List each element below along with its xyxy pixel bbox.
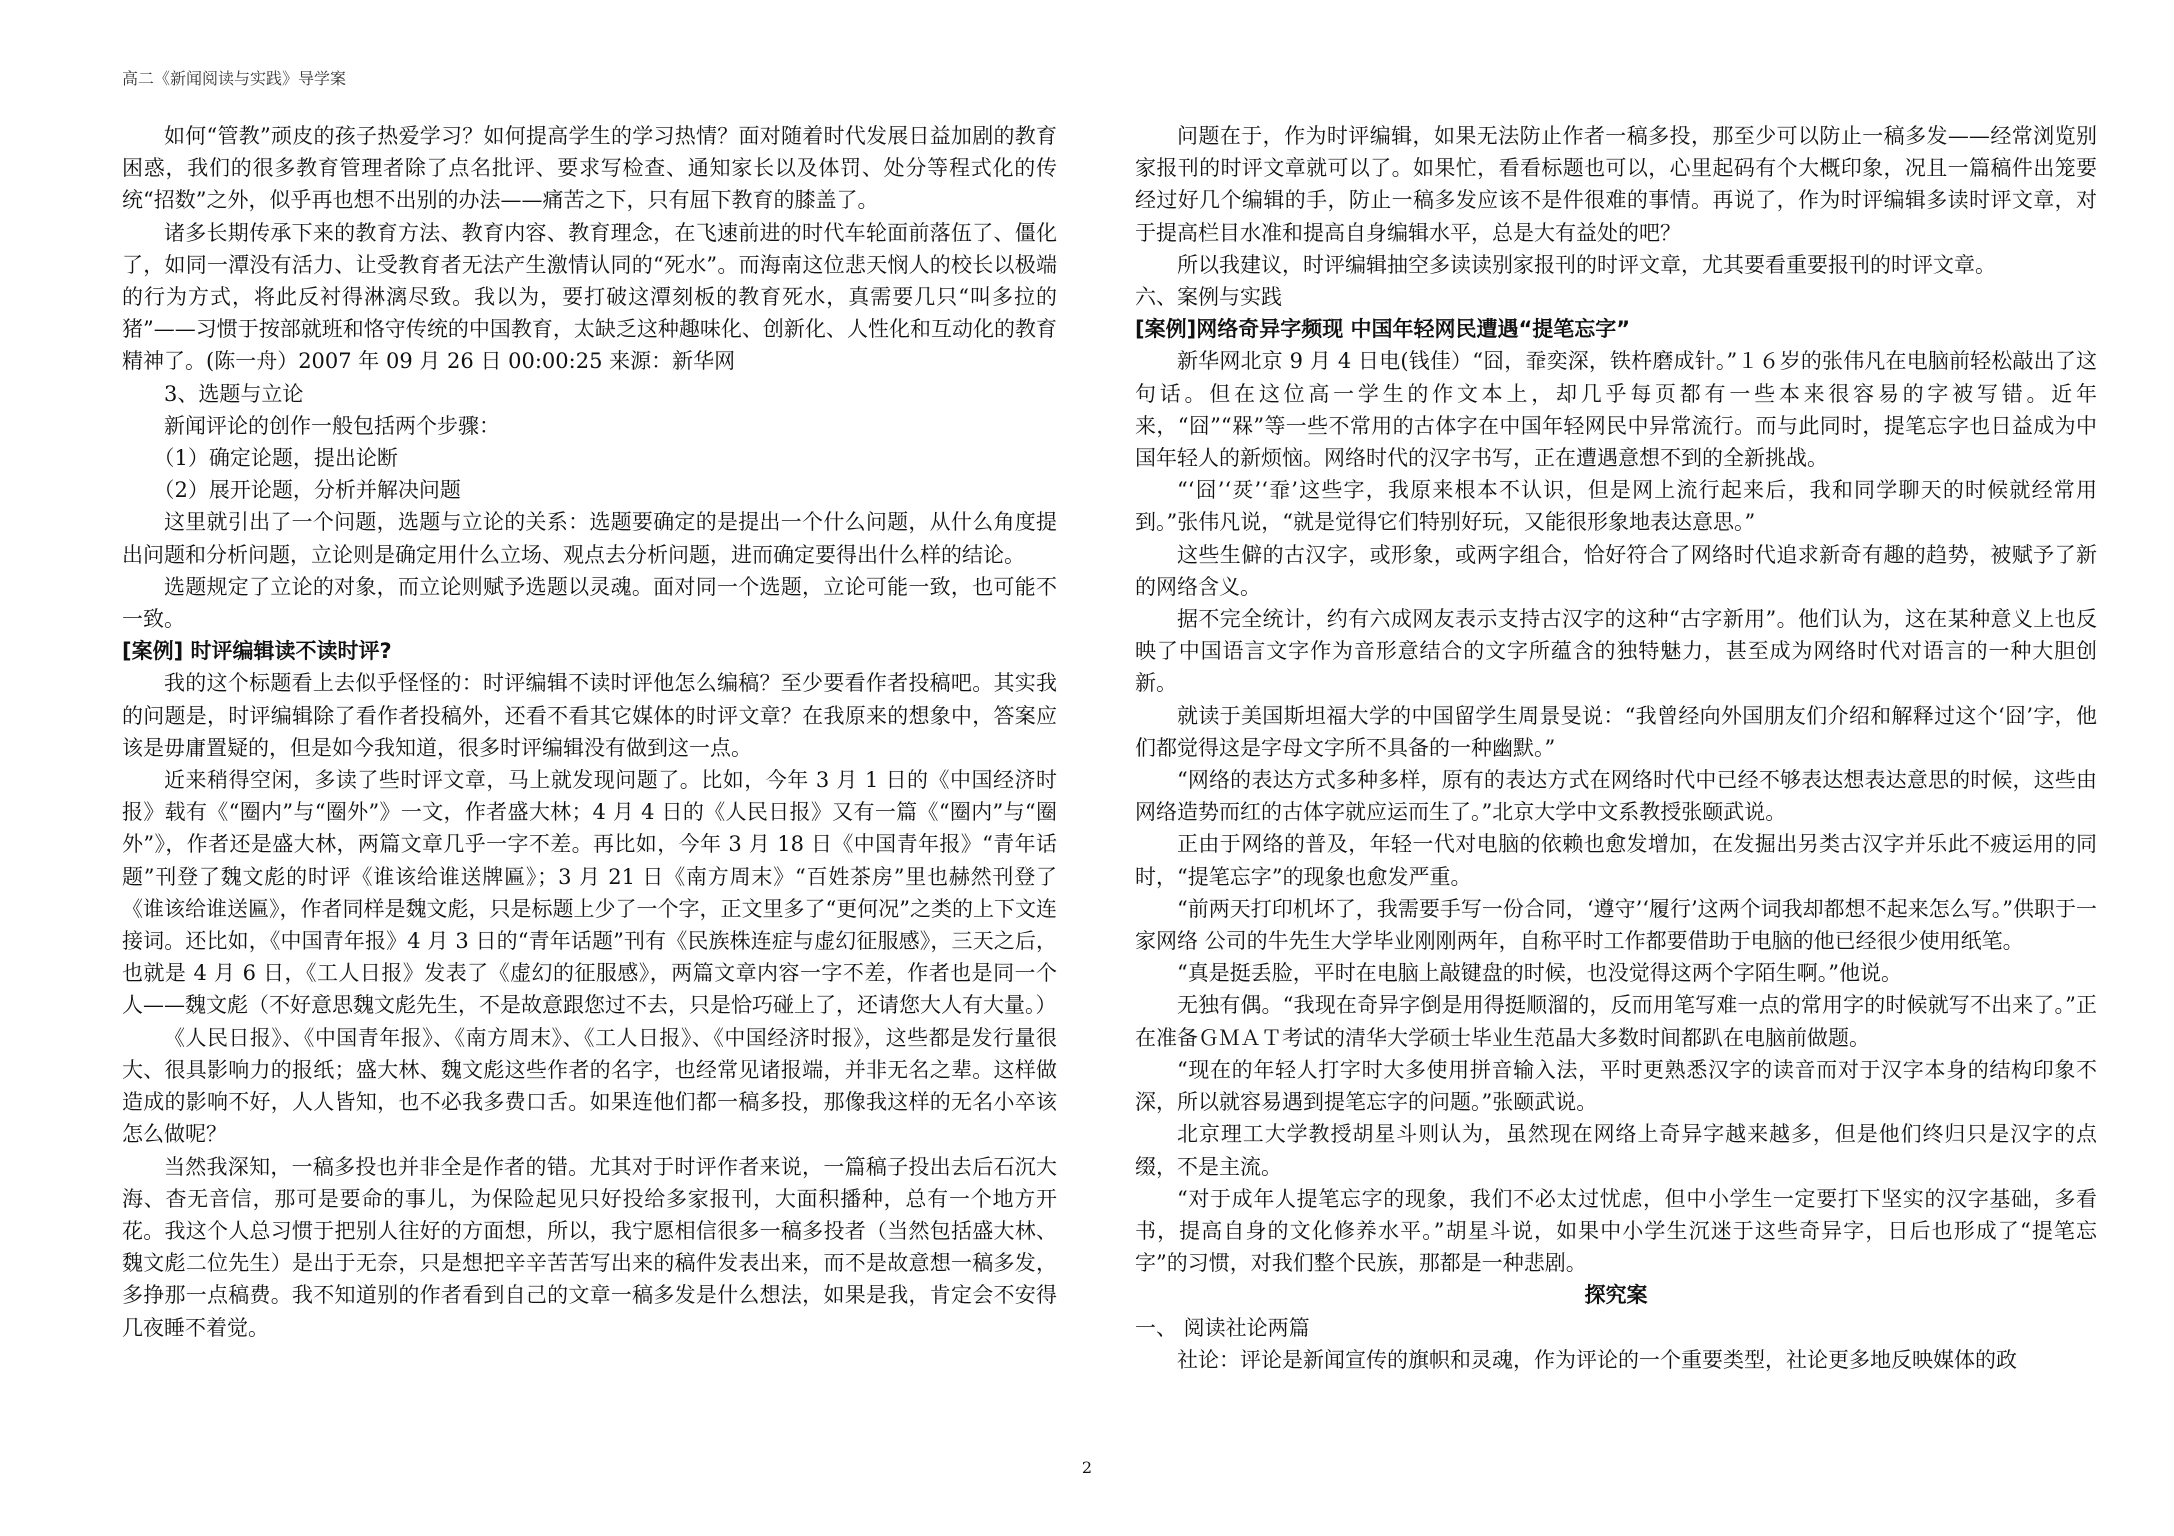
section-heading: 3、选题与立论 (164, 381, 304, 406)
left-column (122, 120, 1057, 1344)
paragraph: 无独有偶。“我现在奇异字倒是用得挺顺溜的，反而用笔写难一点的常用字的时候就写不出来了。”正在准备ＧＭＡＴ考试的清华大学硕士毕业生范晶大多数时间都趴在电脑前做题。 (1135, 993, 2097, 1050)
step-item: （1）确定论题，提出论断 (153, 446, 398, 471)
paragraph: “现在的年轻人打字时大多使用拼音输入法，平时更熟悉汉字的读音而对于汉字本身的结构印象不深，所以就容易遇到提笔忘字的问题。”张颐武说。 (1135, 1057, 2097, 1115)
paragraph: “网络的表达方式多种多样，原有的表达方式在网络时代中已经不够表达想表达意思的时候，这些由网络造势而红的古体字就应运而生了。”北京大学中文系教授张颐武说。 (1135, 768, 2097, 825)
paragraph: 据不完全统计，约有六成网友表示支持古汉字的这种“古字新用”。他们认为，这在某种意义上也反映了中国语言文字作为音形意结合的文字所蕴含的独特魅力，甚至成为网络时代对语言的一种大胆创新。 (1135, 607, 2097, 696)
step-item: （2）展开论题，分析并解决问题 (153, 478, 461, 503)
paragraph: 新华网北京 9 月 4 日电(钱佳）“囧，䨿奕深，铁杵磨成针。”１６岁的张伟凡在电脑前轻松敲出了这句话。但在这位高一学生的作文本上，却几乎每页都有一些本来很容易的字被写错。近年来，“囧”“槑”等一些不常用的古体字在中国年轻网民中异常流行。而与此同时，提笔忘字也日益成为中国年轻人的新烦恼。网络时代的汉字书写，正在遭遇意想不到的全新挑战。 (1135, 349, 2097, 471)
paragraph: “真是挺丢脸，平时在电脑上敲键盘的时候，也没觉得这两个字陌生啊。”他说。 (1177, 961, 1902, 986)
paragraph: 正由于网络的普及，年轻一代对电脑的依赖也愈发增加，在发掘出另类古汉字并乐此不疲运用的同时，“提笔忘字”的现象也愈发严重。 (1135, 832, 2097, 889)
paragraph: 选题规定了立论的对象，而立论则赋予选题以灵魂。面对同一个选题，立论可能一致，也可能不一致。 (122, 574, 1057, 632)
section-title: 探究案 (1584, 1283, 1648, 1308)
paragraph: 这里就引出了一个问题，选题与立论的关系：选题要确定的是提出一个什么问题，从什么角度提出问题和分析问题，立论则是确定用什么立场、观点去分析问题，进而确定要得出什么样的结论。 (122, 510, 1057, 567)
paragraph: 诸多长期传承下来的教育方法、教育内容、教育理念，在飞速前进的时代车轮面前落伍了、僵化了，如同一潭没有活力、让受教育者无法产生激情认同的“死水”。而海南这位悲天悯人的校长以极端的行为方式，将此反衬得淋漓尽致。我以为，要打破这潭刻板的教育死水，真需要几只“叫多拉的猪”——习惯于按部就班和恪守传统的中国教育，太缺乏这种趣味化、创新化、人性化和互动化的教育精神了。(陈一舟）2007 年 09 月 26 日 00:00:25 来源：新华网 (122, 220, 1057, 374)
paragraph: “对于成年人提笔忘字的现象，我们不必太过忧虑，但中小学生一定要打下坚实的汉字基础，多看书，提高自身的文化修养水平。”胡星斗说，如果中小学生沉迷于这些奇异字，日后也形成了“提笔忘字”的习惯，对我们整个民族，那都是一种悲剧。 (1135, 1186, 2097, 1276)
paragraph: 所以我建议，时评编辑抽空多读读别家报刊的时评文章，尤其要看重要报刊的时评文章。 (1177, 252, 1996, 277)
paragraph: 北京理工大学教授胡星斗则认为，虽然现在网络上奇异字越来越多，但是他们终归只是汉字的点缀，不是主流。 (1135, 1122, 2097, 1179)
paragraph: 《人民日报》、《中国青年报》、《南方周末》、《工人日报》、《中国经济时报》，这些都是发行量很大、很具影响力的报纸；盛大林、魏文彪这些作者的名字，也经常见诸报端，并非无名之辈。这样做造成的影响不好，人人皆知，也不必我多费口舌。如果连他们都一稿多投，那像我这样的无名小卒该怎么做呢？ (122, 1025, 1057, 1147)
section-heading: 六、案例与实践 (1135, 285, 1282, 310)
page-number: 2 (1081, 1458, 1093, 1477)
paragraph: “前两天打印机坏了，我需要手写一份合同，‘遵守’‘履行’这两个词我却都想不起来怎么写。”供职于一家网络 公司的牛先生大学毕业刚刚两年，自称平时工作都要借助于电脑的他已经很少使用纸笔。 (1135, 896, 2097, 954)
paragraph: 社论：评论是新闻宣传的旗帜和灵魂，作为评论的一个重要类型，社论更多地反映媒体的政 (1177, 1347, 2017, 1372)
sub-heading: 一、 阅读社论两篇 (1135, 1315, 1310, 1340)
paragraph: 就读于美国斯坦福大学的中国留学生周景旻说：“我曾经向外国朋友们介绍和解释过这个‘囧’字，他们都觉得这是字母文字所不具备的一种幽默。” (1135, 703, 2097, 760)
paragraph: 如何“管教”顽皮的孩子热爱学习？如何提高学生的学习热情？面对随着时代发展日益加剧的教育困惑，我们的很多教育管理者除了点名批评、要求写检查、通知家长以及体罚、处分等程式化的传统“招数”之外，似乎再也想不出别的办法——痛苦之下，只有屈下教育的膝盖了。 (122, 124, 1057, 213)
case-title: [案例] 时评编辑读不读时评? (122, 639, 392, 664)
paragraph: 新闻评论的创作一般包括两个步骤： (164, 413, 500, 438)
paragraph: 问题在于，作为时评编辑，如果无法防止作者一稿多投，那至少可以防止一稿多发——经常浏览别家报刊的时评文章就可以了。如果忙，看看标题也可以，心里起码有个大概印象，况且一篇稿件出笼要经过好几个编辑的手，防止一稿多发应该不是件很难的事情。再说了，作为时评编辑多读时评文章，对于提高栏目水准和提高自身编辑水平，总是大有益处的吧？ (1135, 124, 2097, 245)
case-title: [案例]网络奇异字频现 中国年轻网民遭遇“提笔忘字” (1135, 317, 1631, 342)
paragraph: 这些生僻的古汉字，或形象，或两字组合，恰好符合了网络时代追求新奇有趣的趋势，被赋予了新的网络含义。 (1135, 542, 2097, 599)
right-column (1135, 120, 2097, 1376)
paragraph: 当然我深知，一稿多投也并非全是作者的错。尤其对于时评作者来说，一篇稿子投出去后石沉大海、杳无音信，那可是要命的事儿，为保险起见只好投给多家报刊，大面积播种，总有一个地方开花。我这个人总习惯于把别人往好的方面想，所以，我宁愿相信很多一稿多投者（当然包括盛大林、魏文彪二位先生）是出于无奈，只是想把辛辛苦苦写出来的稿件发表出来，而不是故意想一稿多发，多挣那一点稿费。我不知道别的作者看到自己的文章一稿多发是什么想法，如果是我，肯定会不安得几夜睡不着觉。 (122, 1154, 1057, 1340)
paragraph: “‘囧’‘烎’‘䨿’这些字，我原来根本不认识，但是网上流行起来后，我和同学聊天的时候就经常用到。”张伟凡说，“就是觉得它们特别好玩，又能很形象地表达意思。” (1135, 478, 2097, 535)
document-header: 高二《新闻阅读与实践》导学案 (122, 69, 347, 88)
paragraph: 近来稍得空闲，多读了些时评文章，马上就发现问题了。比如，今年 3 月 1 日的《中国经济时报》载有《“圈内”与“圈外”》一文，作者盛大林；4 月 4 日的《人民日报》又有一篇《“圈内”与“圈外”》，作者还是盛大林，两篇文章几乎一字不差。再比如，今年 3 月 18 日《中国青年报》“青年话题”刊登了魏文彪的时评《谁该给谁送牌匾》；3 月 21 日《南方周末》“百姓茶房”里也赫然刊登了《谁该给谁送匾》，作者同样是魏文彪，只是标题上少了一个字，正文里多了“更何况”之类的上下文连接词。还比如，《中国青年报》4 月 3 日的“青年话题”刊有《民族株连症与虚幻征服感》，三天之后，也就是 4 月 6 日，《工人日报》发表了《虚幻的征服感》，两篇文章内容一字不差，作者也是同一个人——魏文彪（不好意思魏文彪先生，不是故意跟您过不去，只是恰巧碰上了，还请您大人有大量。） (122, 768, 1057, 1018)
paragraph: 我的这个标题看上去似乎怪怪的：时评编辑不读时评他怎么编稿？至少要看作者投稿吧。其实我的问题是，时评编辑除了看作者投稿外，还看不看其它媒体的时评文章？在我原来的想象中，答案应该是毋庸置疑的，但是如今我知道，很多时评编辑没有做到这一点。 (122, 671, 1057, 760)
